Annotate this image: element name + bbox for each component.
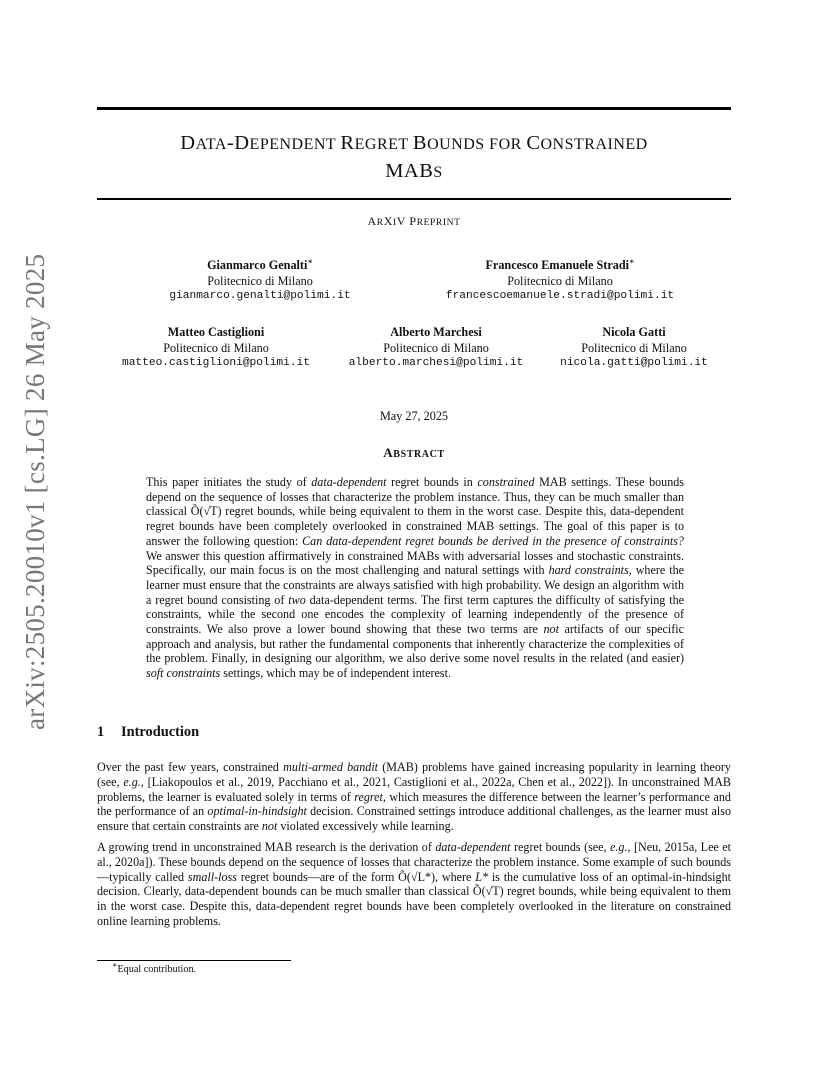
author-email[interactable]: alberto.marchesi@polimi.it bbox=[348, 357, 524, 369]
author-affiliation: Politecnico di Milano bbox=[581, 340, 687, 355]
author-block bbox=[140, 258, 380, 305]
title-line-1: DATA-DEPENDENT REGRET BOUNDS FOR CONSTRAINED bbox=[180, 132, 648, 154]
author-name: Alberto Marchesi bbox=[390, 325, 482, 339]
author-affiliation: Politecnico di Milano bbox=[383, 340, 489, 355]
author-affiliation: Politecnico di Milano bbox=[507, 273, 613, 288]
abstract-text: This paper initiates the study of data-dependent regret bounds in constrained MAB settings. These bounds depend on the sequence of losses that characterize the problem instance. Thus, they can be much smaller than classical Õ(√T) regret bounds, while being equivalent to them in the worst case. Despite this, data-dependent regret bounds have been completely overlooked in constrained MAB settings. The goal of this paper is to answer the following question: Can data-dependent regret bounds be derived in the presence of constraints? We answer this question affirmatively in constrained MABs with adversarial losses and stochastic constraints. Specifically, our main focus is on the most challenging and natural settings with hard constraints, where the learner must ensure that the constraints are always satisfied with high probability. We design an algorithm with a regret bound consisting of two data-dependent terms. The first term captures the difficulty of satisfying the constraints, while the second one encodes the complexity of learning independently of the presence of constraints. We also prove a lower bound showing that these two terms are not artifacts of our specific approach and analysis, but rather the fundamental components that inherently characterize the complexities of the problem. Finally, in designing our algorithm, we also derive some novel results in the related (and easier) soft constraints settings, which may be of independent interest. bbox=[146, 475, 685, 681]
author-block bbox=[546, 325, 722, 372]
author-email[interactable]: matteo.castiglioni@polimi.it bbox=[122, 357, 310, 369]
math-expression: Õ(√T) bbox=[190, 504, 222, 519]
paragraph: Over the past few years, constrained multi-armed bandit (MAB) problems have gained increasing popularity in learning theory (see, e.g., [Liakopoulos et al., 2019, Pacchiano et al., 2021, Castiglioni et al., 2022a, Chen et al., 2022]). In unconstrained MAB problems, the learner is evaluated solely in terms of regret, which measures the difference between the learner’s performance and the performance of an optimal-in-hindsight decision. Constrained settings introduce additional challenges, as the learner must also ensure that certain constraints are not violated excessively while learning. bbox=[97, 760, 731, 834]
arxiv-sidebar-id: arXiv:2505.20010v1 [cs.LG] 26 May 2025 bbox=[20, 253, 50, 730]
author-name: Francesco Emanuele Stradi∗ bbox=[485, 256, 635, 272]
author-email[interactable]: francescoemanuele.stradi@polimi.it bbox=[445, 290, 675, 302]
footnote: ∗Equal contribution. bbox=[112, 960, 197, 975]
math-expression: L* bbox=[475, 869, 489, 884]
section-heading: 1 Introduction bbox=[97, 724, 200, 740]
paragraph: A growing trend in unconstrained MAB research is the derivation of data-dependent regret bounds (see, e.g., [Neu, 2015a, Lee et al., 2020a]). These bounds depend on the sequence of losses that characterize the problem instance. Some example of such bounds—typically called small-loss regret bounds—are of the form Õ(√L*), where L* is the cumulative loss of an optimal-in-hindsight decision. Clearly, data-dependent bounds can be much smaller than classical Õ(√T) regret bounds, while being equivalent to them in the worst case. Despite this, data-dependent regret bounds have been completely overlooked in the literature on constrained online learning problems. bbox=[97, 839, 731, 928]
author-block bbox=[106, 325, 326, 372]
math-expression: Õ(√L*) bbox=[398, 869, 436, 884]
paper-title bbox=[97, 130, 731, 186]
author-affiliation: Politecnico di Milano bbox=[163, 340, 269, 355]
title-top-rule bbox=[97, 107, 731, 110]
author-block bbox=[332, 325, 540, 372]
author-block bbox=[410, 258, 710, 305]
title-bottom-rule bbox=[97, 198, 731, 200]
title-line-2: MABS bbox=[385, 160, 443, 182]
paper-date: May 27, 2025 bbox=[379, 409, 449, 423]
abstract-heading: ABSTRACT bbox=[383, 445, 445, 460]
preprint-label: ARXIV PREPRINT bbox=[367, 214, 461, 228]
author-name: Matteo Castiglioni bbox=[167, 325, 265, 339]
author-email[interactable]: nicola.gatti@polimi.it bbox=[560, 357, 708, 369]
author-email[interactable]: gianmarco.genalti@polimi.it bbox=[169, 290, 351, 302]
author-name: Gianmarco Genalti∗ bbox=[207, 256, 313, 272]
author-name: Nicola Gatti bbox=[602, 325, 666, 339]
math-expression: Õ(√T) bbox=[472, 884, 504, 899]
section-body bbox=[97, 760, 731, 935]
author-affiliation: Politecnico di Milano bbox=[207, 273, 313, 288]
footnote-rule bbox=[97, 960, 291, 961]
